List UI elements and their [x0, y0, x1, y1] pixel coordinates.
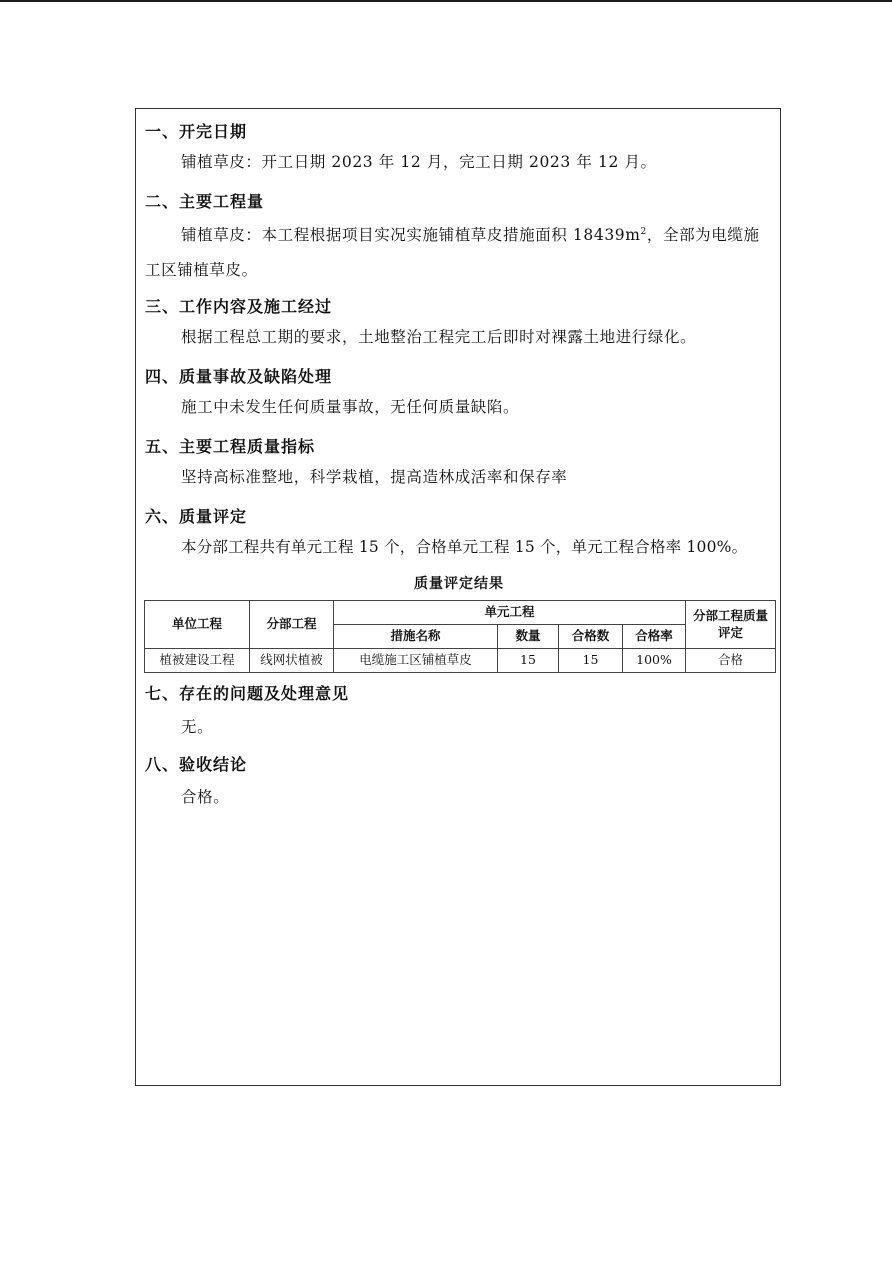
table-row — [145, 649, 776, 673]
cell-pass-rate: 100% — [623, 649, 686, 673]
header-unit-element: 单元工程 — [334, 601, 686, 625]
para-quality-indicators: 坚持高标准整地，科学栽植，提高造林成活率和保存率 — [181, 468, 568, 486]
para-work-content: 根据工程总工期的要求，土地整治工程完工后即时对裸露土地进行绿化。 — [181, 328, 697, 346]
area-unit-superscript: 2 — [640, 227, 647, 237]
para-main-quantities-post: ，全部为电缆施工区铺植草皮。 — [145, 226, 760, 280]
top-border-line — [0, 0, 892, 2]
quality-result-table — [144, 600, 776, 673]
cell-qualified-count: 15 — [559, 649, 623, 673]
header-qualified-count: 合格数 — [559, 625, 623, 649]
heading-main-quantities: 二、主要工程量 — [145, 192, 265, 211]
header-unit-project: 单位工程 — [145, 601, 250, 649]
heading-quality-assessment: 六、质量评定 — [145, 507, 248, 526]
cell-unit-project: 植被建设工程 — [145, 649, 250, 673]
para-quality-accidents: 施工中未发生任何质量事故，无任何质量缺陷。 — [181, 398, 520, 416]
table-caption: 质量评定结果 — [414, 576, 504, 592]
heading-issues: 七、存在的问题及处理意见 — [145, 684, 350, 703]
header-pass-rate: 合格率 — [623, 625, 686, 649]
cell-sub-project: 线网状植被 — [250, 649, 334, 673]
heading-work-content: 三、工作内容及施工经过 — [145, 297, 333, 316]
header-sub-quality: 分部工程质量评定 — [686, 601, 776, 649]
cell-measure-name: 电缆施工区铺植草皮 — [334, 649, 498, 673]
header-quantity: 数量 — [498, 625, 559, 649]
header-measure-name: 措施名称 — [334, 625, 498, 649]
para-main-quantities — [145, 215, 772, 288]
para-quality-assessment: 本分部工程共有单元工程 15 个，合格单元工程 15 个，单元工程合格率 100%。 — [181, 538, 748, 556]
report-frame — [135, 108, 781, 1086]
header-sub-project: 分部工程 — [250, 601, 334, 649]
para-start-end-dates: 铺植草皮：开工日期 2023 年 12 月，完工日期 2023 年 12 月。 — [181, 153, 657, 171]
cell-quantity: 15 — [498, 649, 559, 673]
para-conclusion: 合格。 — [181, 788, 230, 806]
heading-quality-accidents: 四、质量事故及缺陷处理 — [145, 367, 333, 386]
para-issues: 无。 — [181, 718, 214, 736]
heading-start-end-dates: 一、开完日期 — [145, 122, 248, 141]
para-main-quantities-pre: 铺植草皮：本工程根据项目实况实施铺植草皮措施面积 18439m — [181, 226, 641, 245]
heading-quality-indicators: 五、主要工程质量指标 — [145, 437, 316, 456]
cell-rating: 合格 — [686, 649, 776, 673]
heading-conclusion: 八、验收结论 — [145, 755, 248, 774]
